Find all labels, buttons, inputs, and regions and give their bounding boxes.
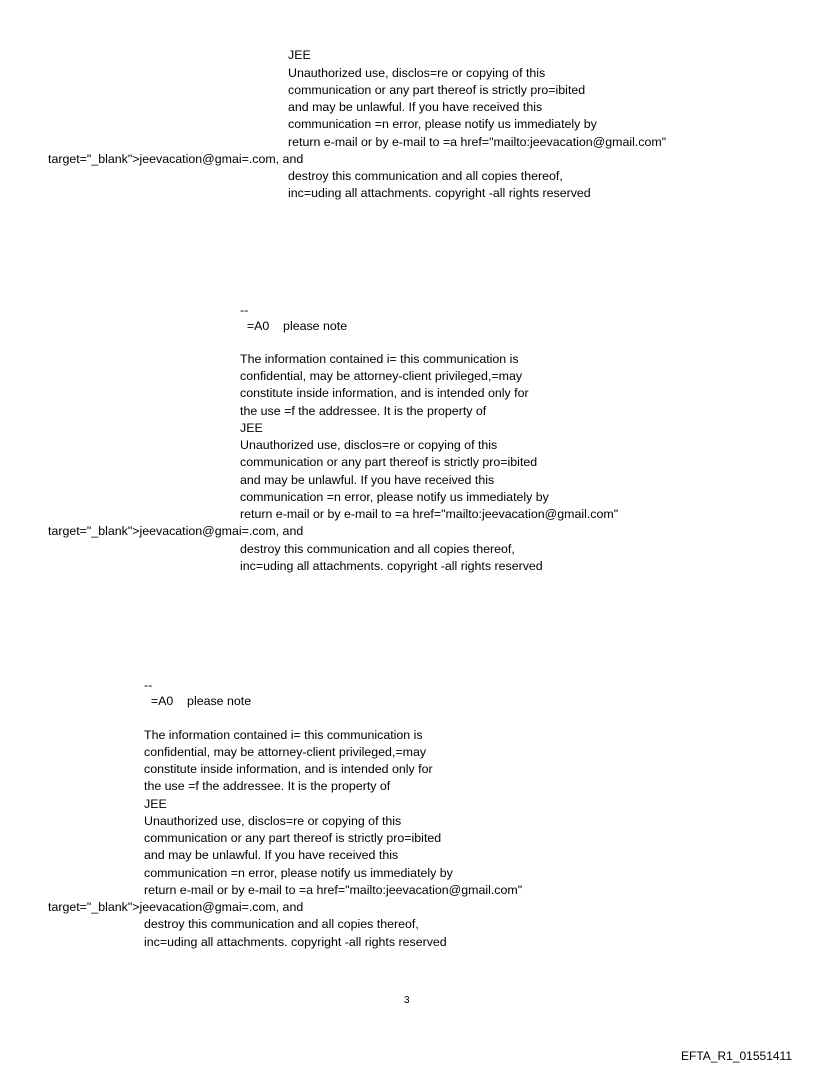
text-line: and may be unlawful. If you have received this <box>144 848 399 862</box>
text-line: JEE <box>288 48 311 62</box>
text-line: return e-mail or by e-mail to =a href="mailto:jeevacation@gmail.com" <box>288 135 667 149</box>
document-id-footer: EFTA_R1_01551411 <box>681 1049 792 1063</box>
text-line: destroy this communication and all copies thereof, <box>288 169 563 183</box>
text-line: Unauthorized use, disclos=re or copying of this <box>288 66 546 80</box>
text-line: the use =f the addressee. It is the property of <box>240 404 487 418</box>
text-line: and may be unlawful. If you have received this <box>288 100 543 114</box>
text-line: The information contained i= this communication is <box>144 728 423 742</box>
text-line: target="_blank">jeevacation@gmai=.com, and <box>48 900 304 914</box>
text-line: the use =f the addressee. It is the property of <box>144 779 391 793</box>
text-line: return e-mail or by e-mail to =a href="mailto:jeevacation@gmail.com" <box>144 883 523 897</box>
text-line: The information contained i= this communication is <box>240 352 519 366</box>
text-line: confidential, may be attorney-client privileged,=may <box>240 369 523 383</box>
text-line: communication or any part thereof is strictly pro=ibited <box>144 831 442 845</box>
please-note-line: =A0 please note <box>240 319 348 333</box>
text-line: constitute inside information, and is intended only for <box>240 386 529 400</box>
text-line: JEE <box>144 797 167 811</box>
text-line: communication =n error, please notify us immediately by <box>240 490 549 504</box>
page-number: 3 <box>404 995 410 1006</box>
separator-line: -- <box>144 678 153 692</box>
separator-line: -- <box>240 303 249 317</box>
text-line: Unauthorized use, disclos=re or copying of this <box>144 814 402 828</box>
text-line: communication or any part thereof is strictly pro=ibited <box>240 455 538 469</box>
text-line: return e-mail or by e-mail to =a href="mailto:jeevacation@gmail.com" <box>240 507 619 521</box>
text-line: Unauthorized use, disclos=re or copying of this <box>240 438 498 452</box>
text-line: inc=uding all attachments. copyright -all rights reserved <box>240 559 543 573</box>
text-line: destroy this communication and all copies thereof, <box>240 542 515 556</box>
text-line: communication or any part thereof is strictly pro=ibited <box>288 83 586 97</box>
text-line: inc=uding all attachments. copyright -all rights reserved <box>144 935 447 949</box>
text-line: communication =n error, please notify us immediately by <box>144 866 453 880</box>
text-line: JEE <box>240 421 263 435</box>
text-line: target="_blank">jeevacation@gmai=.com, and <box>48 152 304 166</box>
text-line: destroy this communication and all copies thereof, <box>144 917 419 931</box>
text-line: constitute inside information, and is intended only for <box>144 762 433 776</box>
text-line: inc=uding all attachments. copyright -all rights reserved <box>288 186 591 200</box>
text-line: and may be unlawful. If you have received this <box>240 473 495 487</box>
please-note-line: =A0 please note <box>144 694 252 708</box>
text-line: confidential, may be attorney-client privileged,=may <box>144 745 427 759</box>
text-line: target="_blank">jeevacation@gmai=.com, and <box>48 524 304 538</box>
text-line: communication =n error, please notify us immediately by <box>288 117 597 131</box>
